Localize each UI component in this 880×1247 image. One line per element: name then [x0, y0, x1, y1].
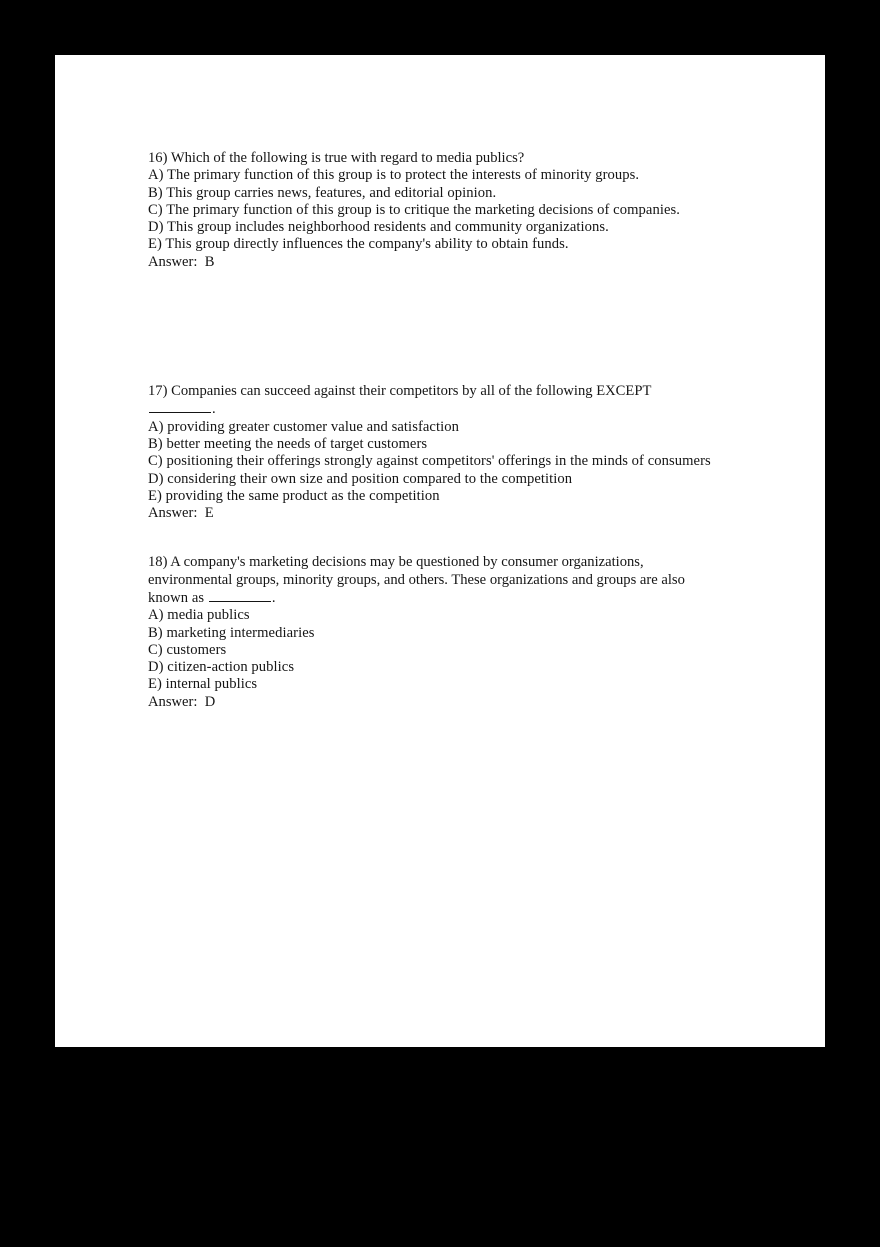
question-answer-17: Answer: E — [148, 505, 214, 522]
blank-punctuation: . — [212, 401, 216, 418]
question-stem-18-line2: environmental groups, minority groups, and others. These organizations and groups are also — [148, 571, 685, 588]
fill-in-blank-rule — [149, 400, 211, 413]
question-option-16-a[interactable]: A) The primary function of this group is to protect the interests of minority groups. — [148, 167, 640, 184]
question-stem-17-blank — [148, 400, 748, 418]
block-spacer — [148, 271, 748, 383]
question-option-17-e[interactable]: E) providing the same product as the competition — [148, 487, 440, 504]
question-answer-16: Answer: B — [148, 253, 215, 270]
question-option-18-a[interactable]: A) media publics — [148, 607, 250, 624]
question-option-18-c[interactable]: C) customers — [148, 641, 227, 658]
question-stem-16: 16) Which of the following is true with regard to media publics? — [148, 150, 525, 166]
block-spacer — [148, 522, 748, 554]
question-answer-18: Answer: D — [148, 693, 216, 710]
question-option-17-a[interactable]: A) providing greater customer value and satisfaction — [148, 418, 459, 435]
question-option-16-c[interactable]: C) The primary function of this group is to critique the marketing decisions of companies. — [148, 201, 680, 218]
question-stem-18-line1: 18) A company's marketing decisions may be questioned by consumer organizations, — [148, 554, 644, 571]
question-option-16-d[interactable]: D) This group includes neighborhood residents and community organizations. — [148, 219, 609, 236]
question-block-17 — [148, 383, 748, 522]
question-option-18-d[interactable]: D) citizen-action publics — [148, 659, 295, 676]
question-stem-18-line3-text: known as — [148, 589, 208, 606]
fill-in-blank-rule — [209, 589, 271, 602]
question-stem-17: 17) Companies can succeed against their competitors by all of the following EXCEPT — [148, 383, 652, 400]
question-option-16-b[interactable]: B) This group carries news, features, and editorial opinion. — [148, 184, 497, 201]
blank-punctuation: . — [271, 589, 276, 606]
question-option-16-e[interactable]: E) This group directly influences the company's ability to obtain funds. — [148, 236, 569, 253]
question-option-17-c[interactable]: C) positioning their offerings strongly against competitors' offerings in the minds of consumers — [148, 453, 711, 470]
question-option-17-d[interactable]: D) considering their own size and position compared to the competition — [148, 470, 573, 487]
question-stem-18-line3 — [148, 589, 748, 607]
document-content — [148, 150, 748, 711]
question-option-17-b[interactable]: B) better meeting the needs of target customers — [148, 435, 428, 452]
question-option-18-e[interactable]: E) internal publics — [148, 676, 258, 693]
question-block-16 — [148, 150, 748, 271]
question-option-18-b[interactable]: B) marketing intermediaries — [148, 624, 315, 641]
page-sheet — [55, 55, 825, 1047]
question-block-18 — [148, 554, 748, 711]
